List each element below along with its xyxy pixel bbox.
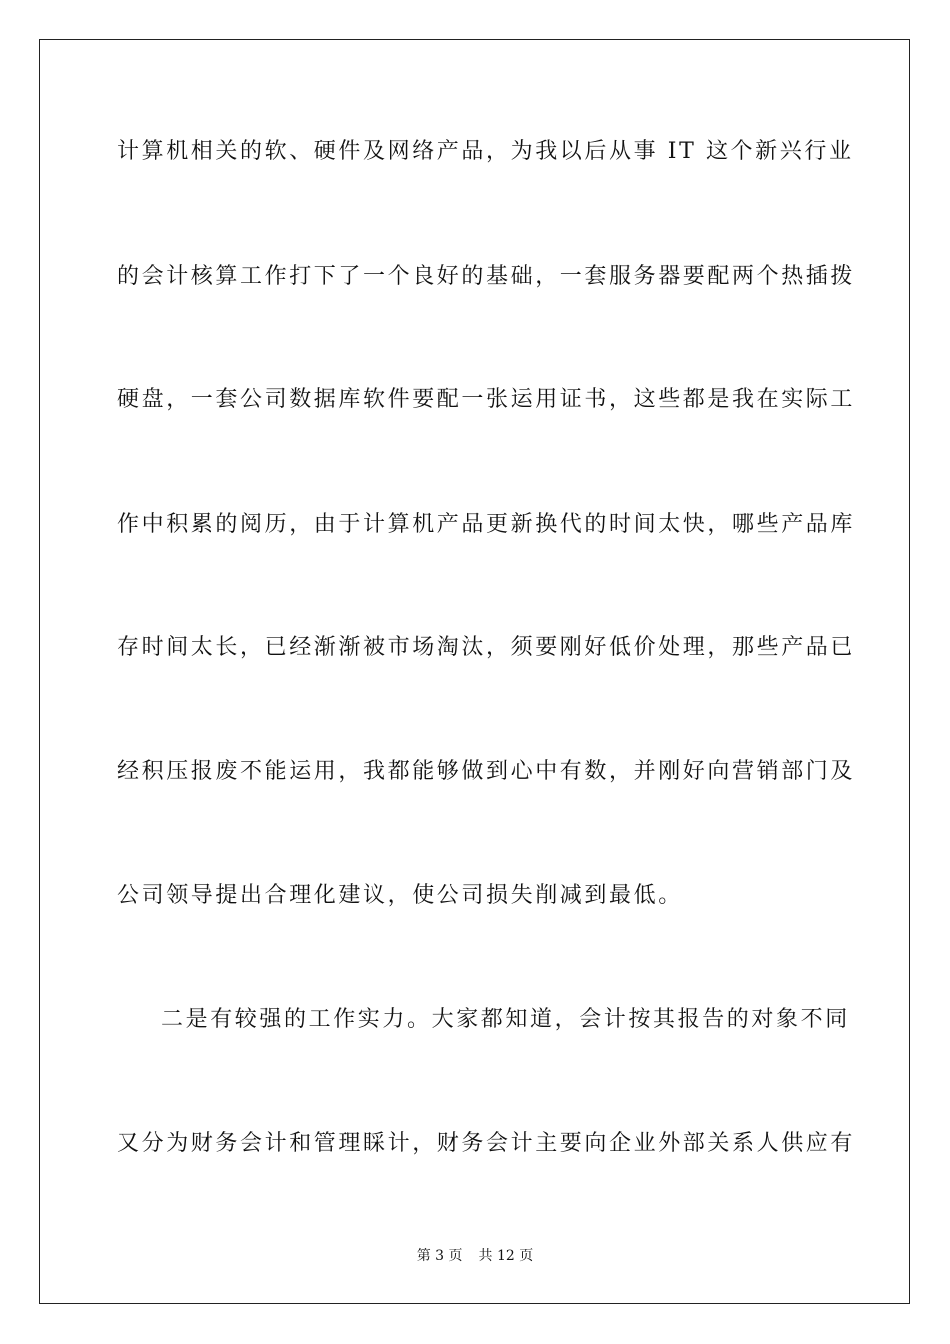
body-line-3: 硬盘，一套公司数据库软件要配一张运用证书，这些都是我在实际工 xyxy=(117,387,856,412)
page-number: 第 3 页 xyxy=(416,1248,463,1264)
body-line-8: 二是有较强的工作实力。大家都知道，会计按其报告的对象不同 xyxy=(161,1007,850,1032)
body-line-4: 作中积累的阅历，由于计算机产品更新换代的时间太快，哪些产品库 xyxy=(117,512,856,537)
body-line-1: 计算机相关的软、硬件及网络产品，为我以后从事 IT 这个新兴行业 xyxy=(117,139,854,164)
body-line-5: 存时间太长，已经渐渐被市场淘汰，须要刚好低价处理，那些产品已 xyxy=(117,635,856,660)
page-footer xyxy=(0,1247,950,1265)
body-line-6: 经积压报废不能运用，我都能够做到心中有数，并刚好向营销部门及 xyxy=(117,759,856,784)
body-line-7: 公司领导提出合理化建议，使公司损失削减到最低。 xyxy=(117,883,683,908)
body-line-2: 的会计核算工作打下了一个良好的基础，一套服务器要配两个热插拨 xyxy=(117,264,856,289)
page-total: 共 12 页 xyxy=(478,1248,534,1264)
body-line-9: 又分为财务会计和管理睬计，财务会计主要向企业外部关系人供应有 xyxy=(117,1131,856,1156)
page-border xyxy=(39,39,910,1304)
